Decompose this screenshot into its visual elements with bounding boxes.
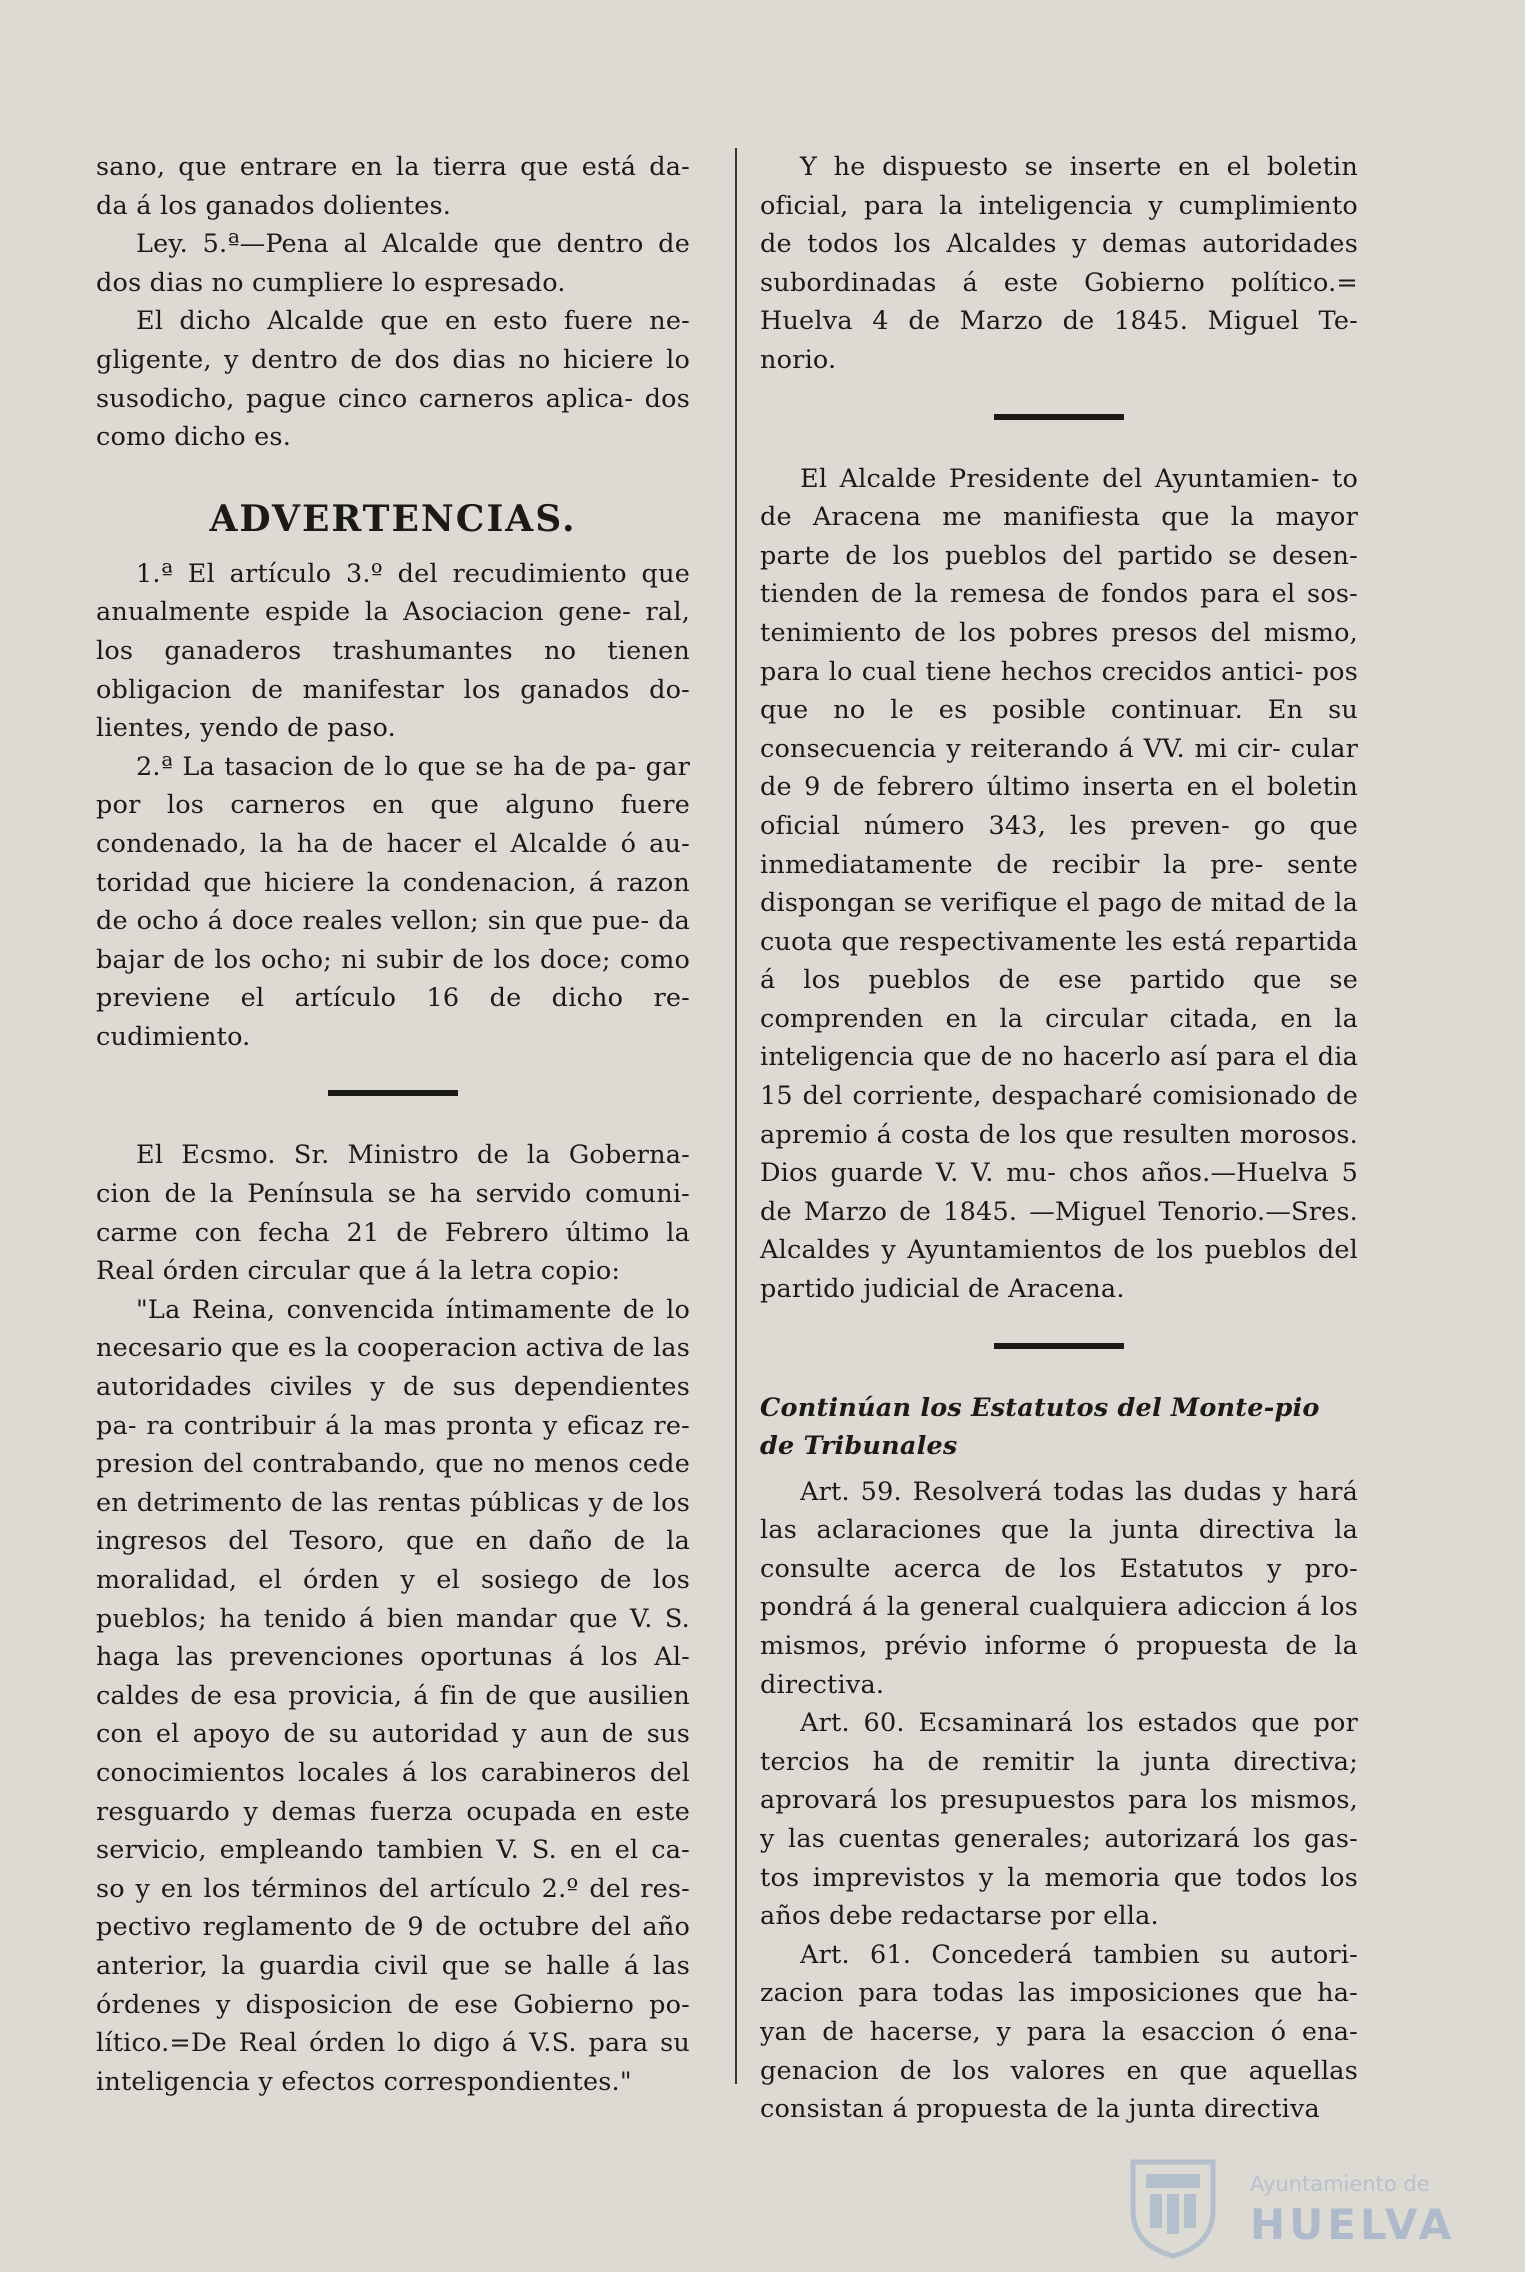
section-divider xyxy=(328,1090,458,1096)
city-shield-icon xyxy=(1118,2150,1228,2260)
column-divider xyxy=(735,148,737,2084)
section-heading: ADVERTENCIAS. xyxy=(209,497,577,540)
left-column xyxy=(96,148,690,2101)
paragraph: Y he dispuesto se inserte en el boletin oficial, para la inteligencia y cumplimiento de todos los Alcaldes y demas autoridades subordinadas á este Gobierno político.= Huelva 4 de Marzo de 1845. Miguel Te- norio. xyxy=(760,152,1358,375)
paragraph: El dicho Alcalde que en esto fuere ne- gligente, y dentro de dos dias no hiciere lo susodicho, pague cinco carneros aplica- dos como dicho es. xyxy=(96,306,690,453)
paragraph: 2.ª La tasacion de lo que se ha de pa- gar por los carneros en que alguno fuere condenado, la ha de hacer el Alcalde ó au- toridad que hiciere la condenacion, á razon de ocho á doce reales vellon; sin que pue- da bajar de los ocho; ni subir de los doce; como previene el artículo 16 de dicho re- cudimiento. xyxy=(96,751,690,1052)
watermark-name: HUELVA xyxy=(1250,2200,1456,2249)
paragraph: Art. 61. Concederá tambien su autori- zacion para todas las imposiciones que ha- yan de hacerse, y para la esaccion ó ena- genacion de los valores en que aquellas consistan á propuesta de la junta directiva xyxy=(760,1939,1358,2125)
paragraph: Ley. 5.ª—Pena al Alcalde que dentro de dos dias no cumpliere lo espresado. xyxy=(96,229,690,298)
right-column xyxy=(760,148,1358,2129)
watermark-subtitle: Ayuntamiento de xyxy=(1250,2172,1430,2196)
paragraph: El Ecsmo. Sr. Ministro de la Goberna- cion de la Península se ha servido comuni- carme con fecha 21 de Febrero último la Real órden circular que á la letra copio: xyxy=(96,1140,690,1287)
paragraph: El Alcalde Presidente del Ayuntamien- to de Aracena me manifiesta que la mayor parte de los pueblos del partido se desen- tienden de la remesa de fondos para el sos- tenimiento de los pobres presos del mismo, para lo cual tiene hechos crecidos antici- pos que no le es posible continuar. En su consecuencia y reiterando á VV. mi cir- cular de 9 de febrero último inserta en el boletin oficial número 343, les preven- go que inmediatamente de recibir la pre- sente dispongan se verifique el pago de mitad de la cuota que respectivamente les está repartida á los pueblos de ese partido que se comprenden en la circular citada, en la inteligencia que de no hacerlo así para el dia 15 del corriente, despacharé comisionado de apremio á costa de los que resulten morosos. Dios guarde V. V. mu- chos años.—Huelva 5 de Marzo de 1845. —Miguel Tenorio.—Sres. Alcaldes y Ayuntamientos de los pueblos del partido judicial de Aracena. xyxy=(760,463,1358,1305)
paragraph: Art. 59. Resolverá todas las dudas y hará las aclaraciones que la junta directiva la consulte acerca de los Estatutos y pro- pondrá á la general cualquiera adiccion á los mismos, prévio informe ó propuesta de la directiva. xyxy=(760,1476,1358,1700)
section-divider xyxy=(994,1343,1124,1349)
paragraph: "La Reina, convencida íntimamente de lo necesario que es la cooperacion activa de las autoridades civiles y de sus dependientes pa- ra contribuir á la mas pronta y eficaz re- presion del contrabando, que no menos cede en detrimento de las rentas públicas y de los ingresos del Tesoro, que en daño de la moralidad, el órden y el sosiego de los pueblos; ha tenido á bien mandar que V. S. haga las prevenciones oportunas á los Al- caldes de esa provicia, á fin de que ausilien con el apoyo de su autoridad y aun de sus conocimientos locales á los carabineros del resguardo y demas fuerza ocupada en este servicio, empleando tambien V. S. en el ca- so y en los términos del artículo 2.º del res- pectivo reglamento de 9 de octubre del año anterior, la guardia civil que se halle á las órdenes y disposicion de ese Gobierno po- lítico.=De Real órden lo digo á V.S. para su inteligencia y efectos correspondientes." xyxy=(96,1294,690,2097)
paragraph: 1.ª El artículo 3.º del recudimiento que anualmente espide la Asociacion gene- ral, los ganaderos trashumantes no tienen obligacion de manifestar los ganados do- lientes, yendo de paso. xyxy=(96,558,690,744)
watermark-logo xyxy=(1118,2150,1456,2260)
section-title: Continúan los Estatutos del Monte-pio de Tribunales xyxy=(760,1392,1320,1461)
paragraph: sano, que entrare en la tierra que está da- da á los ganados dolientes. xyxy=(96,152,690,221)
section-divider xyxy=(994,414,1124,420)
paragraph: Art. 60. Ecsaminará los estados que por tercios ha de remitir la junta directiva; aprovará los presupuestos para los mismos, y las cuentas generales; autorizará los gas- tos imprevistos y la memoria que todos los años debe redactarse por ella. xyxy=(760,1708,1358,1932)
